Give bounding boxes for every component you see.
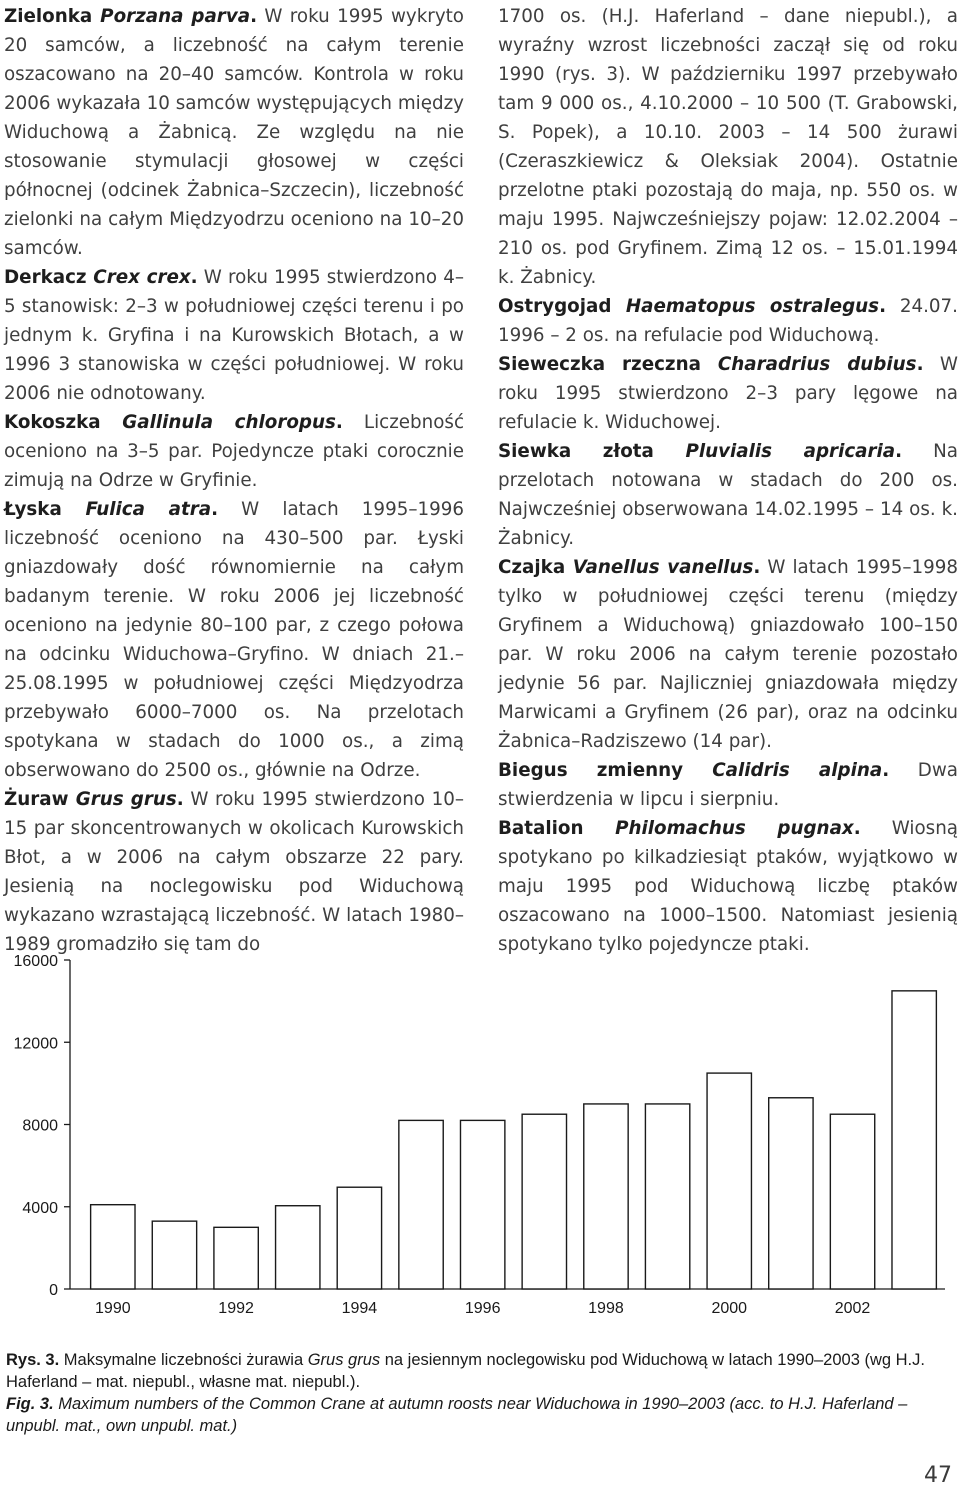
species-name: Sieweczka rzeczna xyxy=(498,354,701,375)
species-name: Żuraw xyxy=(4,789,69,810)
caption-polish-label: Rys. 3. xyxy=(6,1351,60,1369)
species-text: W latach 1995–1998 tylko w południowej części terenu (między Gryfinem a Widuchową) gniazdowało 100–150 par. W roku 2006 na całym terenie pozostało jedynie 56 par. Najliczniej gniazdowała między Marwicami a Gryfinem (26 par), oraz na odcinku Żabnica–Radziszewo (14 par). xyxy=(498,557,958,752)
species-entry: Kokoszka Gallinula chloropus. Liczebność oceniono na 3–5 par. Pojedyncze ptaki corocznie zimują na Odrze w Gryfinie. xyxy=(4,412,465,491)
left-text-column xyxy=(4,2,464,959)
species-name: Batalion xyxy=(498,818,584,839)
species-text: W roku 1995 stwierdzono 4–5 stanowisk: 2–3 w południowej części terenu i po jednym k. Gryfina i na Kurowskich Błotach, a w 1996 3 stanowiska w części południowej. W roku 2006 nie odnotowany. xyxy=(4,267,464,404)
caption-english-label: Fig. 3. xyxy=(6,1395,54,1413)
x-tick-label: 1990 xyxy=(95,1300,131,1317)
species-text: Wiosną spotykano po kilkadziesiąt ptaków, wyjątkowo w maju 1995 pod Widuchową liczbę ptaków oszacowano na 1000–1500. Natomiast jesienią spotykano tylko pojedyncze ptaki. xyxy=(498,818,958,955)
species-name: Biegus zmienny xyxy=(498,760,684,781)
y-tick-label: 16000 xyxy=(13,953,58,970)
bar-1998 xyxy=(584,1104,628,1289)
species-entry: Sieweczka rzeczna Charadrius dubius. W roku 1995 stwierdzono 2–3 pary lęgowe na refulacie k. Widuchowej. xyxy=(498,354,958,433)
bar-1997 xyxy=(522,1114,566,1289)
x-tick-label: 1998 xyxy=(588,1300,624,1317)
x-tick-label: 2002 xyxy=(834,1300,871,1317)
species-name: Kokoszka xyxy=(4,412,101,433)
bar-1991 xyxy=(152,1221,196,1289)
figure-caption xyxy=(6,1349,956,1437)
species-text: 1700 os. (H.J. Haferland – dane niepubl.), a wyraźny wzrost liczebności zaczął się od roku 1990 (rys. 3). W październiku 1997 przebywało tam 9 000 os., 4.10.2000 – 10 500 (T. Grabowski, S. Popek), a 10.10. 2003 – 14 500 żurawi (Czeraszkiewicz & Oleksiak 2004). Ostatnie przelotne ptaki pozostają do maja, np. 550 os. w maju 1995. Najwcześniejszy pojaw: 12.02.2004 – 210 os. pod Gryfinem. Zimą 12 os. – 15.01.1994 k. Żabnicy. xyxy=(498,6,958,288)
species-entry: Biegus zmienny Calidris alpina. Dwa stwierdzenia w lipcu i sierpniu. xyxy=(498,760,958,810)
species-latin: Porzana parva xyxy=(100,6,251,27)
species-name: Czajka xyxy=(498,557,566,578)
species-text: W roku 1995 stwierdzono 10–15 par skoncentrowanych w okolicach Kurowskich Błot, a w 2006 na całym obszarze 22 pary. Jesienią na noclegowisku pod Widuchową wykazano wzrastającą liczebność. W latach 1980–1989 gromadziło się tam do xyxy=(4,789,464,955)
x-tick-label: 2000 xyxy=(711,1300,748,1317)
page-number: 47 xyxy=(924,1463,952,1488)
species-text: W latach 1995–1996 liczebność oceniono na 430–500 par. Łyski gniazdowały dość równomiernie na całym badanym terenie. W roku 2006 jej liczebność oceniono na jedynie 80–100 par, z czego połowa na odcinku Widuchowa–Gryfino. W dniach 21.–25.08.1995 w południowej części Międzyodrza przebywało 6000–7000 os. Na przelotach spotykana w stadach do 1000 os., a zimą obserwowano do 2500 os., głównie na Odrze. xyxy=(4,499,464,781)
bar-1992 xyxy=(214,1227,258,1289)
species-entry: Siewka złota Pluvialis apricaria. Na przelotach notowana w stadach do 200 os. Najwcześniej obserwowana 14.02.1995 – 14 os. k. Żabnicy. xyxy=(498,441,958,549)
species-name: Zielonka xyxy=(4,6,93,27)
y-tick-label: 4000 xyxy=(22,1199,58,1217)
bar-1993 xyxy=(276,1206,320,1289)
bar-1999 xyxy=(645,1104,689,1289)
species-text: 24.07. 1996 – 2 os. na refulacie pod Widuchową. xyxy=(498,296,958,346)
right-text-column xyxy=(498,2,958,959)
crane-bar-chart xyxy=(0,930,960,1320)
species-entry: Batalion Philomachus pugnax. Wiosną spotykano po kilkadziesiąt ptaków, wyjątkowo w maju 1995 pod Widuchową liczbę ptaków oszacowano na 1000–1500. Natomiast jesienią spotykano tylko pojedyncze ptaki. xyxy=(498,818,958,955)
species-entry: Derkacz Crex crex. W roku 1995 stwierdzono 4–5 stanowisk: 2–3 w południowej części terenu i po jednym k. Gryfina i na Kurowskich Błotach, a w 1996 3 stanowiska w części południowej. W roku 2006 nie odnotowany. xyxy=(4,267,464,404)
bar-1994 xyxy=(337,1187,381,1289)
bar-1996 xyxy=(460,1120,504,1289)
species-entry: Zielonka Porzana parva. W roku 1995 wykryto 20 samców, a liczebność na całym terenie oszacowano na 20–40 samców. Kontrola w roku 2006 wykazała 10 samców występujących między Widuchową a Żabnicą. Ze względu na nie stosowanie stymulacji głosowej w części północnej (odcinek Żabnica–Szczecin), liczebność zielonki na całym Międzyodrzu oceniono na 10–20 samców. xyxy=(4,6,464,259)
bar-2002 xyxy=(830,1114,874,1289)
x-tick-label: 1996 xyxy=(464,1300,501,1317)
species-name: Łyska xyxy=(4,499,62,520)
species-entry: Łyska Fulica atra. W latach 1995–1996 liczebność oceniono na 430–500 par. Łyski gniazdowały dość równomiernie na całym badanym terenie. W roku 2006 jej liczebność oceniono na jedynie 80–100 par, z czego połowa na odcinku Widuchowa–Gryfino. W dniach 21.–25.08.1995 w południowej części Międzyodrza przebywało 6000–7000 os. Na przelotach spotykana w stadach do 1000 os., a zimą obserwowano do 2500 os., głównie na Odrze. xyxy=(4,499,464,781)
species-latin: Fulica atra xyxy=(85,499,212,520)
species-latin: Haematopus ostralegus xyxy=(625,296,880,317)
species-latin: Charadrius dubius xyxy=(717,354,917,375)
species-latin: Pluvialis apricaria xyxy=(685,441,896,462)
species-latin: Crex crex xyxy=(93,267,191,288)
species-latin: Grus grus xyxy=(75,789,177,810)
species-latin: Philomachus pugnax xyxy=(615,818,854,839)
species-text: Dwa stwierdzenia w lipcu i sierpniu. xyxy=(498,760,958,810)
species-entry: Czajka Vanellus vanellus. W latach 1995–1998 tylko w południowej części terenu (między Gryfinem a Widuchową) gniazdowało 100–150 par. W roku 2006 na całym terenie pozostało jedynie 56 par. Najliczniej gniazdowała między Marwicami a Gryfinem (26 par), oraz na odcinku Żabnica–Radziszewo (14 par). xyxy=(498,557,958,752)
chart-canvas xyxy=(0,930,960,1320)
species-text: W roku 1995 stwierdzono 2–3 pary lęgowe na refulacie k. Widuchowej. xyxy=(498,354,958,433)
x-tick-label: 1994 xyxy=(341,1300,378,1317)
caption-polish: Rys. 3. Maksymalne liczebności żurawia Grus grus na jesiennym noclegowisku pod Widuchową w latach 1990–2003 (wg H.J. Haferland – mat. niepubl., własne mat. niepubl.). xyxy=(6,1351,925,1391)
species-text: Na przelotach notowana w stadach do 200 os. Najwcześniej obserwowana 14.02.1995 – 14 os. k. Żabnicy. xyxy=(498,441,958,549)
caption-english: Fig. 3. Maximum numbers of the Common Crane at autumn roosts near Widuchowa in 1990–2003 (acc. to H.J. Haferland – unpubl. mat., own unpubl. mat.) xyxy=(6,1395,908,1435)
y-tick-label: 12000 xyxy=(13,1035,58,1053)
species-entry: Ostrygojad Haematopus ostralegus. 24.07. 1996 – 2 os. na refulacie pod Widuchową. xyxy=(498,296,958,346)
species-latin: Calidris alpina xyxy=(712,760,883,781)
bar-2003 xyxy=(892,991,936,1289)
bar-2001 xyxy=(769,1098,813,1289)
species-text: W roku 1995 wykryto 20 samców, a liczebność na całym terenie oszacowano na 20–40 samców. Kontrola w roku 2006 wykazała 10 samców występujących między Widuchową a Żabnicą. Ze względu na nie stosowanie stymulacji głosowej w części północnej (odcinek Żabnica–Szczecin), liczebność zielonki na całym Międzyodrzu oceniono na 10–20 samców. xyxy=(4,6,464,259)
caption-latin-name: Grus grus xyxy=(307,1351,381,1369)
species-name: Derkacz xyxy=(4,267,87,288)
species-entry: Żuraw Grus grus. W roku 1995 stwierdzono 10–15 par skoncentrowanych w okolicach Kurowskich Błot, a w 2006 na całym obszarze 22 pary. Jesienią na noclegowisku pod Widuchową wykazano wzrastającą liczebność. W latach 1980–1989 gromadziło się tam do xyxy=(4,789,464,955)
species-name: Siewka złota xyxy=(498,441,654,462)
bar-1990 xyxy=(91,1205,135,1289)
species-latin: Gallinula chloropus xyxy=(122,412,336,433)
species-name: Ostrygojad xyxy=(498,296,612,317)
y-tick-label: 8000 xyxy=(22,1117,58,1135)
y-tick-label: 0 xyxy=(49,1282,58,1299)
x-tick-label: 1992 xyxy=(218,1300,254,1317)
species-latin: Vanellus vanellus xyxy=(572,557,754,578)
bar-1995 xyxy=(399,1120,443,1289)
species-entry xyxy=(498,2,958,292)
species-text: Liczebność oceniono na 3–5 par. Pojedyncze ptaki corocznie zimują na Odrze w Gryfinie. xyxy=(4,412,465,491)
bar-2000 xyxy=(707,1073,751,1289)
